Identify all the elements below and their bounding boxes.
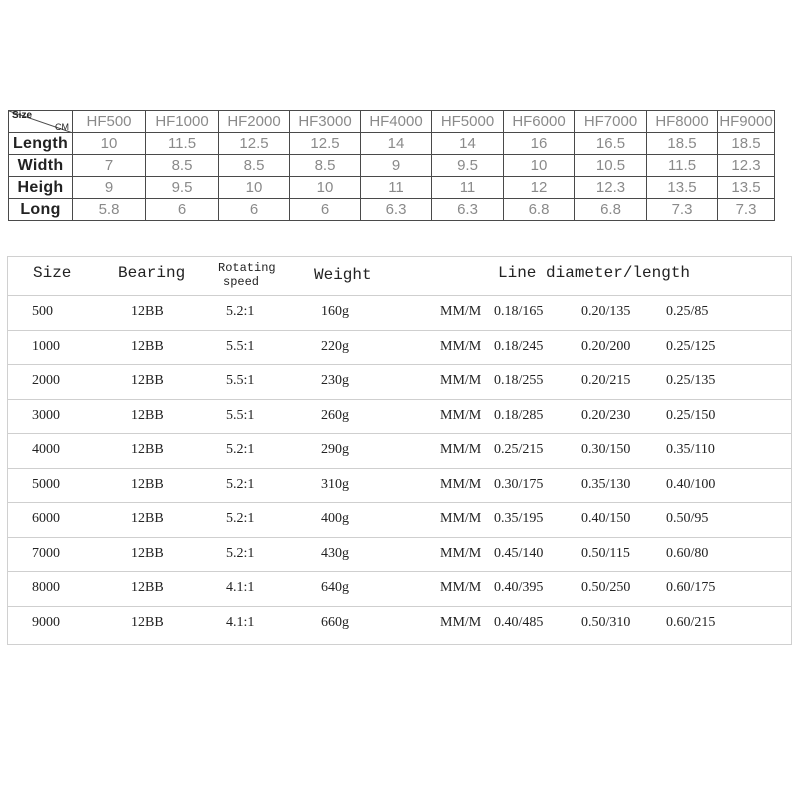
table-cell: 11	[361, 177, 432, 199]
cell-weight: 220g	[321, 338, 349, 354]
cell-gear-ratio: 5.2:1	[226, 304, 255, 319]
size-table-row-length	[9, 133, 775, 155]
cell-gear-ratio: 5.5:1	[226, 338, 255, 354]
cell-weight: 260g	[321, 407, 349, 423]
cell-bearing: 12BB	[131, 476, 164, 492]
table-cell: 12.3	[575, 177, 647, 199]
cell-line-3: 0.25/150	[666, 407, 716, 423]
header-bearing: Bearing	[118, 264, 186, 282]
table-cell: 9	[361, 155, 432, 177]
cell-size: 4000	[32, 442, 60, 457]
cell-line-3: 0.60/175	[666, 580, 716, 595]
cell-bearing: 12BB	[131, 511, 164, 526]
model-header: HF9000	[718, 111, 775, 133]
spec-table-row	[8, 468, 791, 502]
spec-table-row	[8, 399, 791, 433]
model-header: HF5000	[432, 111, 504, 133]
cell-size: 5000	[32, 476, 60, 492]
table-cell: 14	[432, 133, 504, 155]
row-label: Heigh	[9, 177, 73, 199]
table-cell: 16.5	[575, 133, 647, 155]
header-weight: Weight	[314, 266, 372, 284]
cell-line-2: 0.30/150	[581, 442, 631, 457]
cell-line-2: 0.50/250	[581, 580, 631, 595]
cell-bearing: 12BB	[131, 442, 164, 457]
model-header: HF6000	[504, 111, 575, 133]
model-header: HF500	[73, 111, 146, 133]
table-cell: 11	[432, 177, 504, 199]
cell-size: 6000	[32, 511, 60, 526]
table-cell: 10	[290, 177, 361, 199]
size-table-row-height	[9, 177, 775, 199]
cell-size: 2000	[32, 373, 60, 388]
cell-line-1: 0.18/245	[494, 338, 544, 354]
cell-line-1: 0.30/175	[494, 476, 544, 492]
table-cell: 12.5	[219, 133, 290, 155]
size-table-corner	[9, 111, 73, 133]
cell-size: 1000	[32, 338, 60, 354]
table-cell: 6.3	[361, 199, 432, 221]
cell-unit: MM/M	[440, 580, 482, 595]
spec-table-row	[8, 537, 791, 571]
cell-line-2: 0.35/130	[581, 476, 631, 492]
row-label: Length	[9, 133, 73, 155]
spec-table-row	[8, 433, 791, 467]
table-cell: 11.5	[146, 133, 219, 155]
table-cell: 10	[219, 177, 290, 199]
spec-table-row	[8, 330, 791, 364]
table-cell: 11.5	[647, 155, 718, 177]
cell-line-3: 0.40/100	[666, 476, 716, 492]
size-table-row-width	[9, 155, 775, 177]
model-header: HF2000	[219, 111, 290, 133]
model-header: HF3000	[290, 111, 361, 133]
spec-table-row	[8, 606, 791, 640]
table-cell: 8.5	[219, 155, 290, 177]
model-header: HF8000	[647, 111, 718, 133]
size-table-row-long	[9, 199, 775, 221]
cell-unit: MM/M	[440, 373, 482, 388]
cell-weight: 290g	[321, 442, 349, 457]
table-cell: 6.3	[432, 199, 504, 221]
cell-bearing: 12BB	[131, 545, 164, 561]
table-cell: 7	[73, 155, 146, 177]
corner-size-label: Size	[12, 110, 33, 121]
cell-line-1: 0.18/165	[494, 304, 544, 319]
spec-table-row	[8, 295, 791, 329]
cell-bearing: 12BB	[131, 407, 164, 423]
cell-bearing: 12BB	[131, 614, 164, 630]
cell-size: 3000	[32, 407, 60, 423]
model-header: HF4000	[361, 111, 432, 133]
cell-bearing: 12BB	[131, 304, 164, 319]
table-cell: 13.5	[647, 177, 718, 199]
table-cell: 8.5	[290, 155, 361, 177]
header-size: Size	[33, 264, 72, 282]
row-label: Long	[9, 199, 73, 221]
table-cell: 8.5	[146, 155, 219, 177]
spec-table-row	[8, 571, 791, 605]
cell-line-1: 0.40/485	[494, 614, 544, 630]
table-cell: 13.5	[718, 177, 775, 199]
spec-table-row	[8, 364, 791, 398]
table-cell: 10	[73, 133, 146, 155]
cell-size: 8000	[32, 580, 60, 595]
header-speed: speed	[223, 275, 260, 289]
spec-table-row	[8, 502, 791, 536]
cell-weight: 310g	[321, 476, 349, 492]
cell-line-1: 0.18/285	[494, 407, 544, 423]
table-cell: 7.3	[647, 199, 718, 221]
table-cell: 9	[73, 177, 146, 199]
reel-spec-table	[7, 256, 792, 645]
cell-weight: 640g	[321, 580, 349, 595]
cell-gear-ratio: 5.2:1	[226, 476, 255, 492]
size-dimension-table	[8, 110, 775, 221]
table-cell: 16	[504, 133, 575, 155]
table-cell: 18.5	[718, 133, 775, 155]
table-cell: 14	[361, 133, 432, 155]
cell-line-3: 0.25/135	[666, 373, 716, 388]
cell-line-2: 0.40/150	[581, 511, 631, 526]
spec-table-header	[8, 257, 791, 295]
cell-gear-ratio: 5.2:1	[226, 511, 255, 526]
table-cell: 6	[290, 199, 361, 221]
table-cell: 10	[504, 155, 575, 177]
cell-unit: MM/M	[440, 614, 482, 630]
table-cell: 12	[504, 177, 575, 199]
cell-line-2: 0.20/215	[581, 373, 631, 388]
cell-gear-ratio: 5.2:1	[226, 442, 255, 457]
cell-gear-ratio: 5.5:1	[226, 373, 255, 388]
cell-line-3: 0.60/80	[666, 545, 709, 561]
table-cell: 12.3	[718, 155, 775, 177]
corner-unit-label: CM	[55, 122, 69, 132]
model-header: HF1000	[146, 111, 219, 133]
cell-unit: MM/M	[440, 476, 482, 492]
cell-unit: MM/M	[440, 338, 482, 354]
table-cell: 5.8	[73, 199, 146, 221]
cell-line-2: 0.50/115	[581, 545, 630, 561]
cell-line-1: 0.18/255	[494, 373, 544, 388]
cell-unit: MM/M	[440, 407, 482, 423]
table-cell: 6	[146, 199, 219, 221]
cell-line-3: 0.50/95	[666, 511, 709, 526]
table-cell: 9.5	[432, 155, 504, 177]
header-rotating: Rotating	[218, 261, 276, 275]
cell-size: 7000	[32, 545, 60, 561]
table-cell: 6.8	[575, 199, 647, 221]
cell-line-3: 0.35/110	[666, 442, 715, 457]
cell-bearing: 12BB	[131, 373, 164, 388]
cell-unit: MM/M	[440, 545, 482, 561]
cell-line-1: 0.25/215	[494, 442, 544, 457]
cell-unit: MM/M	[440, 511, 482, 526]
size-table-header-row	[9, 111, 775, 133]
cell-gear-ratio: 4.1:1	[226, 580, 255, 595]
cell-weight: 230g	[321, 373, 349, 388]
cell-bearing: 12BB	[131, 338, 164, 354]
cell-weight: 160g	[321, 304, 349, 319]
cell-line-3: 0.60/215	[666, 614, 716, 630]
table-cell: 18.5	[647, 133, 718, 155]
cell-line-3: 0.25/125	[666, 338, 716, 354]
cell-weight: 660g	[321, 614, 349, 630]
table-cell: 7.3	[718, 199, 775, 221]
cell-size: 500	[32, 304, 53, 319]
cell-line-2: 0.50/310	[581, 614, 631, 630]
cell-gear-ratio: 5.5:1	[226, 407, 255, 423]
cell-weight: 430g	[321, 545, 349, 561]
table-cell: 6	[219, 199, 290, 221]
cell-line-2: 0.20/200	[581, 338, 631, 354]
row-label: Width	[9, 155, 73, 177]
table-cell: 6.8	[504, 199, 575, 221]
cell-unit: MM/M	[440, 442, 482, 457]
cell-line-3: 0.25/85	[666, 304, 709, 319]
table-cell: 9.5	[146, 177, 219, 199]
cell-unit: MM/M	[440, 304, 482, 319]
table-cell: 10.5	[575, 155, 647, 177]
cell-line-1: 0.45/140	[494, 545, 544, 561]
cell-line-2: 0.20/135	[581, 304, 631, 319]
table-cell: 12.5	[290, 133, 361, 155]
header-line-diameter: Line diameter/length	[498, 264, 691, 282]
cell-weight: 400g	[321, 511, 349, 526]
cell-line-1: 0.40/395	[494, 580, 544, 595]
cell-gear-ratio: 4.1:1	[226, 614, 255, 630]
cell-line-2: 0.20/230	[581, 407, 631, 423]
cell-bearing: 12BB	[131, 580, 164, 595]
cell-size: 9000	[32, 614, 60, 630]
cell-line-1: 0.35/195	[494, 511, 544, 526]
model-header: HF7000	[575, 111, 647, 133]
cell-gear-ratio: 5.2:1	[226, 545, 255, 561]
